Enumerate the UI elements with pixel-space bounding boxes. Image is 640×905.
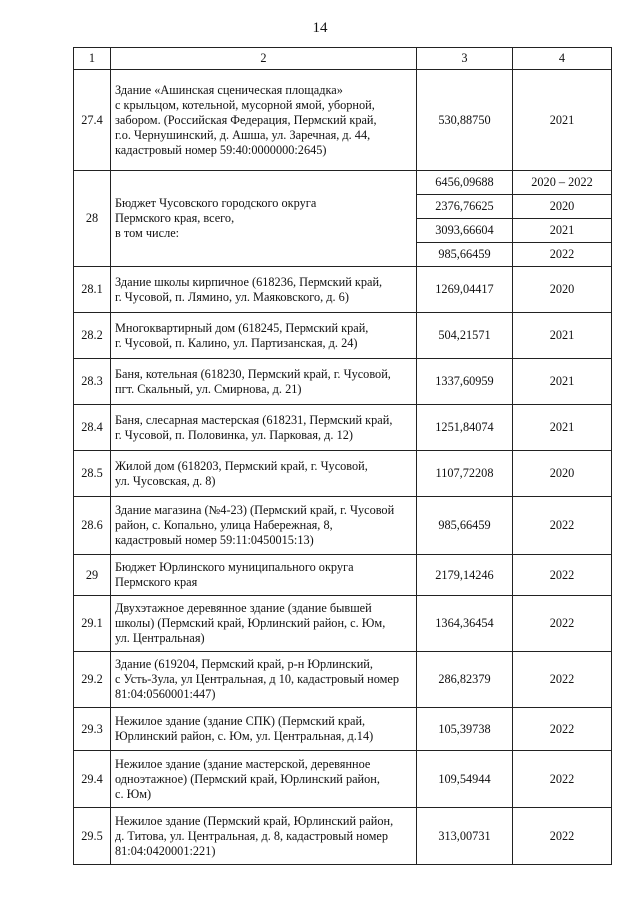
row-number: 28 [74,171,111,267]
page-number: 14 [312,20,328,36]
description-line: Юрлинский район, с. Юм, ул. Центральная, д.14) [115,729,374,743]
row-amount: 3093,66604 [417,219,513,243]
description-line: Здание школы кирпичное (618236, Пермский край, [115,274,383,289]
row-amount: 2179,14246 [417,555,513,596]
row-number: 28.1 [74,267,111,313]
row-description [111,267,417,313]
description-line: с Усть-Зула, ул Центральная, д 10, кадастровый номер [115,672,399,686]
description-line: Двухэтажное деревянное здание (здание бывшей [115,601,372,615]
table-row [74,267,612,313]
row-number: 29.3 [74,708,111,751]
table-row [74,313,612,359]
description-line: с. Юм) [115,786,152,801]
description-line: 81:04:0420001:221) [115,843,216,858]
table-row [74,652,612,708]
row-description [111,652,417,708]
row-year: 2020 [513,451,612,497]
description-line: Многоквартирный дом (618245, Пермский край, [115,320,369,335]
row-description [111,313,417,359]
row-amount: 504,21571 [417,313,513,359]
row-amount: 286,82379 [417,652,513,708]
row-number: 28.5 [74,451,111,497]
header-col-2: 2 [111,48,417,70]
row-year: 2020 – 2022 [513,171,612,195]
row-description [111,359,417,405]
row-amount: 1269,04417 [417,267,513,313]
row-amount: 109,54944 [417,751,513,808]
row-year: 2022 [513,652,612,708]
description-line: г.о. Чернушинский, д. Ашша, ул. Заречная, д. 44, [115,127,371,142]
table-row [74,751,612,808]
description-line: Баня, котельная (618230, Пермский край, г. Чусовой, [115,366,391,381]
table-row [74,359,612,405]
row-year: 2021 [513,70,612,171]
header-col-1: 1 [74,48,111,70]
row-amount: 1337,60959 [417,359,513,405]
row-number: 29.4 [74,751,111,808]
description-line: д. Титова, ул. Центральная, д. 8, кадастровый номер [115,828,388,843]
description-line: Пермского края, всего, [115,211,235,225]
row-year: 2021 [513,219,612,243]
header-col-3: 3 [417,48,513,70]
row-description [111,751,417,808]
row-year: 2021 [513,359,612,405]
row-number: 28.6 [74,497,111,555]
description-line: Нежилое здание (здание мастерской, деревянное [115,756,371,771]
description-line: ул. Центральная) [115,631,205,645]
row-amount: 2376,76625 [417,195,513,219]
description-line: 81:04:0560001:447) [115,687,216,701]
row-number: 29.1 [74,596,111,652]
row-number: 29 [74,555,111,596]
table-header-row [74,48,612,70]
row-description [111,555,417,596]
row-amount: 6456,09688 [417,171,513,195]
row-description [111,70,417,171]
row-year: 2022 [513,555,612,596]
description-line: забором. (Российская Федерация, Пермский край, [115,112,377,127]
table-row [74,70,612,171]
description-line: Баня, слесарная мастерская (618231, Пермский край, [115,412,393,427]
description-line: Здание магазина (№4-23) (Пермский край, г. Чусовой [115,503,395,517]
row-description [111,808,417,865]
description-line: в том числе: [115,226,180,240]
table-row [74,808,612,865]
row-number: 28.4 [74,405,111,451]
row-year: 2022 [513,708,612,751]
description-line: Здание (619204, Пермский край, р-н Юрлинский, [115,657,373,671]
description-line: кадастровый номер 59:40:0000000:2645) [115,142,327,157]
row-year: 2022 [513,243,612,267]
row-number: 27.4 [74,70,111,171]
description-line: Пермского края [115,575,198,589]
row-description [111,708,417,751]
row-description [111,451,417,497]
description-line: с крыльцом, котельной, мусорной ямой, уборной, [115,97,375,112]
table-row [74,497,612,555]
description-line: район, с. Копально, улица Набережная, 8, [115,518,333,532]
data-table [73,47,612,865]
description-line: г. Чусовой, п. Калино, ул. Партизанская, д. 24) [115,335,358,350]
description-line: кадастровый номер 59:11:0450015:13) [115,533,314,547]
description-line: г. Чусовой, п. Лямино, ул. Маяковского, д. 6) [115,289,349,304]
row-number: 29.5 [74,808,111,865]
table-row [74,171,612,195]
row-year: 2021 [513,405,612,451]
row-description [111,405,417,451]
table-row [74,451,612,497]
table-row [74,555,612,596]
description-line: г. Чусовой, п. Половинка, ул. Парковая, д. 12) [115,427,353,442]
row-amount: 985,66459 [417,243,513,267]
description-line: Нежилое здание (здание СПК) (Пермский край, [115,714,366,728]
description-line: Бюджет Юрлинского муниципального округа [115,560,354,574]
description-line: школы) (Пермский край, Юрлинский район, с. Юм, [115,616,386,630]
row-description [111,596,417,652]
row-description [111,497,417,555]
description-line: пгт. Скальный, ул. Смирнова, д. 21) [115,381,302,396]
description-line: Здание «Ашинская сценическая площадка» [115,82,343,97]
row-year: 2022 [513,751,612,808]
table-row [74,405,612,451]
row-year: 2022 [513,596,612,652]
row-amount: 530,88750 [417,70,513,171]
table-row [74,596,612,652]
description-line: одноэтажное) (Пермский край, Юрлинский район, [115,771,380,786]
row-year: 2020 [513,267,612,313]
row-description [111,171,417,267]
row-year: 2022 [513,497,612,555]
row-amount: 1364,36454 [417,596,513,652]
row-year: 2022 [513,808,612,865]
row-year: 2021 [513,313,612,359]
row-number: 28.3 [74,359,111,405]
row-amount: 1251,84074 [417,405,513,451]
row-amount: 105,39738 [417,708,513,751]
table-row [74,708,612,751]
row-amount: 1107,72208 [417,451,513,497]
description-line: Нежилое здание (Пермский край, Юрлинский район, [115,813,394,828]
row-number: 29.2 [74,652,111,708]
row-year: 2020 [513,195,612,219]
header-col-4: 4 [513,48,612,70]
description-line: Жилой дом (618203, Пермский край, г. Чусовой, [115,458,368,473]
description-line: Бюджет Чусовского городского округа [115,196,317,210]
description-line: ул. Чусовская, д. 8) [115,473,216,488]
row-amount: 985,66459 [417,497,513,555]
row-number: 28.2 [74,313,111,359]
row-amount: 313,00731 [417,808,513,865]
